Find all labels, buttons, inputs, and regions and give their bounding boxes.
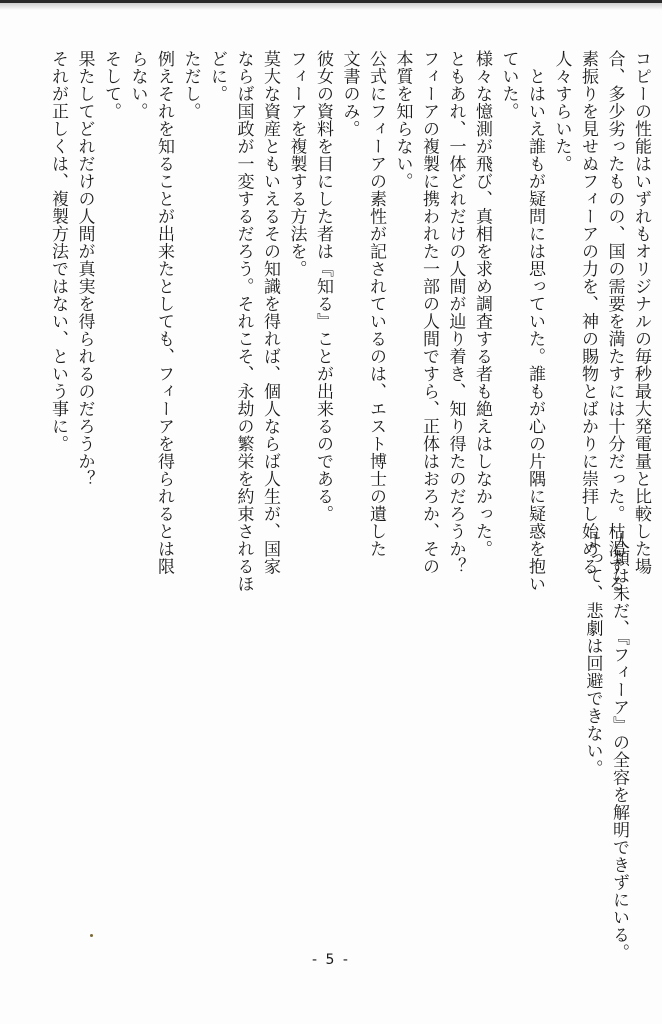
- text-line: フィーアの複製に携われた一部の人間ですら、正体はおろか、その: [419, 50, 439, 575]
- text-line: とはいえ誰もが疑問には思っていた。誰もが心の片隅に疑惑を抱い: [525, 50, 545, 593]
- text-line: そして。: [101, 50, 121, 120]
- text-line: 本質を知らない。: [392, 50, 413, 190]
- text-line: 莫大な資産ともいえるその知識を得れば、個人ならば人生が、国家: [260, 50, 280, 575]
- text-line: 様々な憶測が飛び、真相を求め調査する者も絶えはしなかった。: [472, 50, 492, 558]
- text-line: フィーアを複製する方法を。: [286, 50, 307, 278]
- text-line: どに。: [207, 50, 227, 103]
- paper-speck: [90, 934, 93, 937]
- page-number: - 5 -: [312, 952, 350, 968]
- body-text-lower: [579, 532, 632, 961]
- body-text-upper: [45, 50, 655, 593]
- text-line: 合、多少劣ったものの、国の需要を満たすには十分だった。枯渇する: [604, 50, 625, 593]
- text-line: ていた。: [498, 50, 519, 120]
- page-edge: [0, 0, 662, 10]
- text-line: らない。: [127, 50, 148, 120]
- text-line: 人類は未だ、『フィーア』の全容を解明できずにいる。: [609, 532, 629, 961]
- text-line: ならば国政が一変するだろう。それこそ、永劫の繁栄を約束されるほ: [233, 50, 254, 593]
- text-line: コピーの性能はいずれもオリジナルの毎秒最大発電量と比較した場: [631, 50, 651, 575]
- text-line: ともあれ、一体どれだけの人間が辿り着き、知り得たのだろうか？: [445, 50, 466, 575]
- text-line: それが正しくは、複製方法ではない、という事に。: [48, 50, 68, 453]
- text-line: 彼女の資料を目にした者は『知る』ことが出来るのである。: [313, 50, 333, 523]
- text-line: 例えそれを知ることが出来たとしても、フィーアを得られるとは限: [154, 50, 174, 575]
- text-line: 素振りを見せぬフィーアの力を、神の賜物とばかりに崇拝し始める: [578, 50, 598, 575]
- text-line: 公式にフィーアの素性が記されているのは、エスト博士の遺した: [366, 50, 386, 558]
- text-line: 文書のみ。: [339, 50, 360, 138]
- text-line: ただし。: [180, 50, 201, 120]
- text-line: 果たしてどれだけの人間が真実を得られるのだろうか？: [74, 50, 95, 488]
- text-line: よって、悲劇は回避できない。: [582, 532, 603, 777]
- text-line: 人々すらいた。: [551, 50, 572, 173]
